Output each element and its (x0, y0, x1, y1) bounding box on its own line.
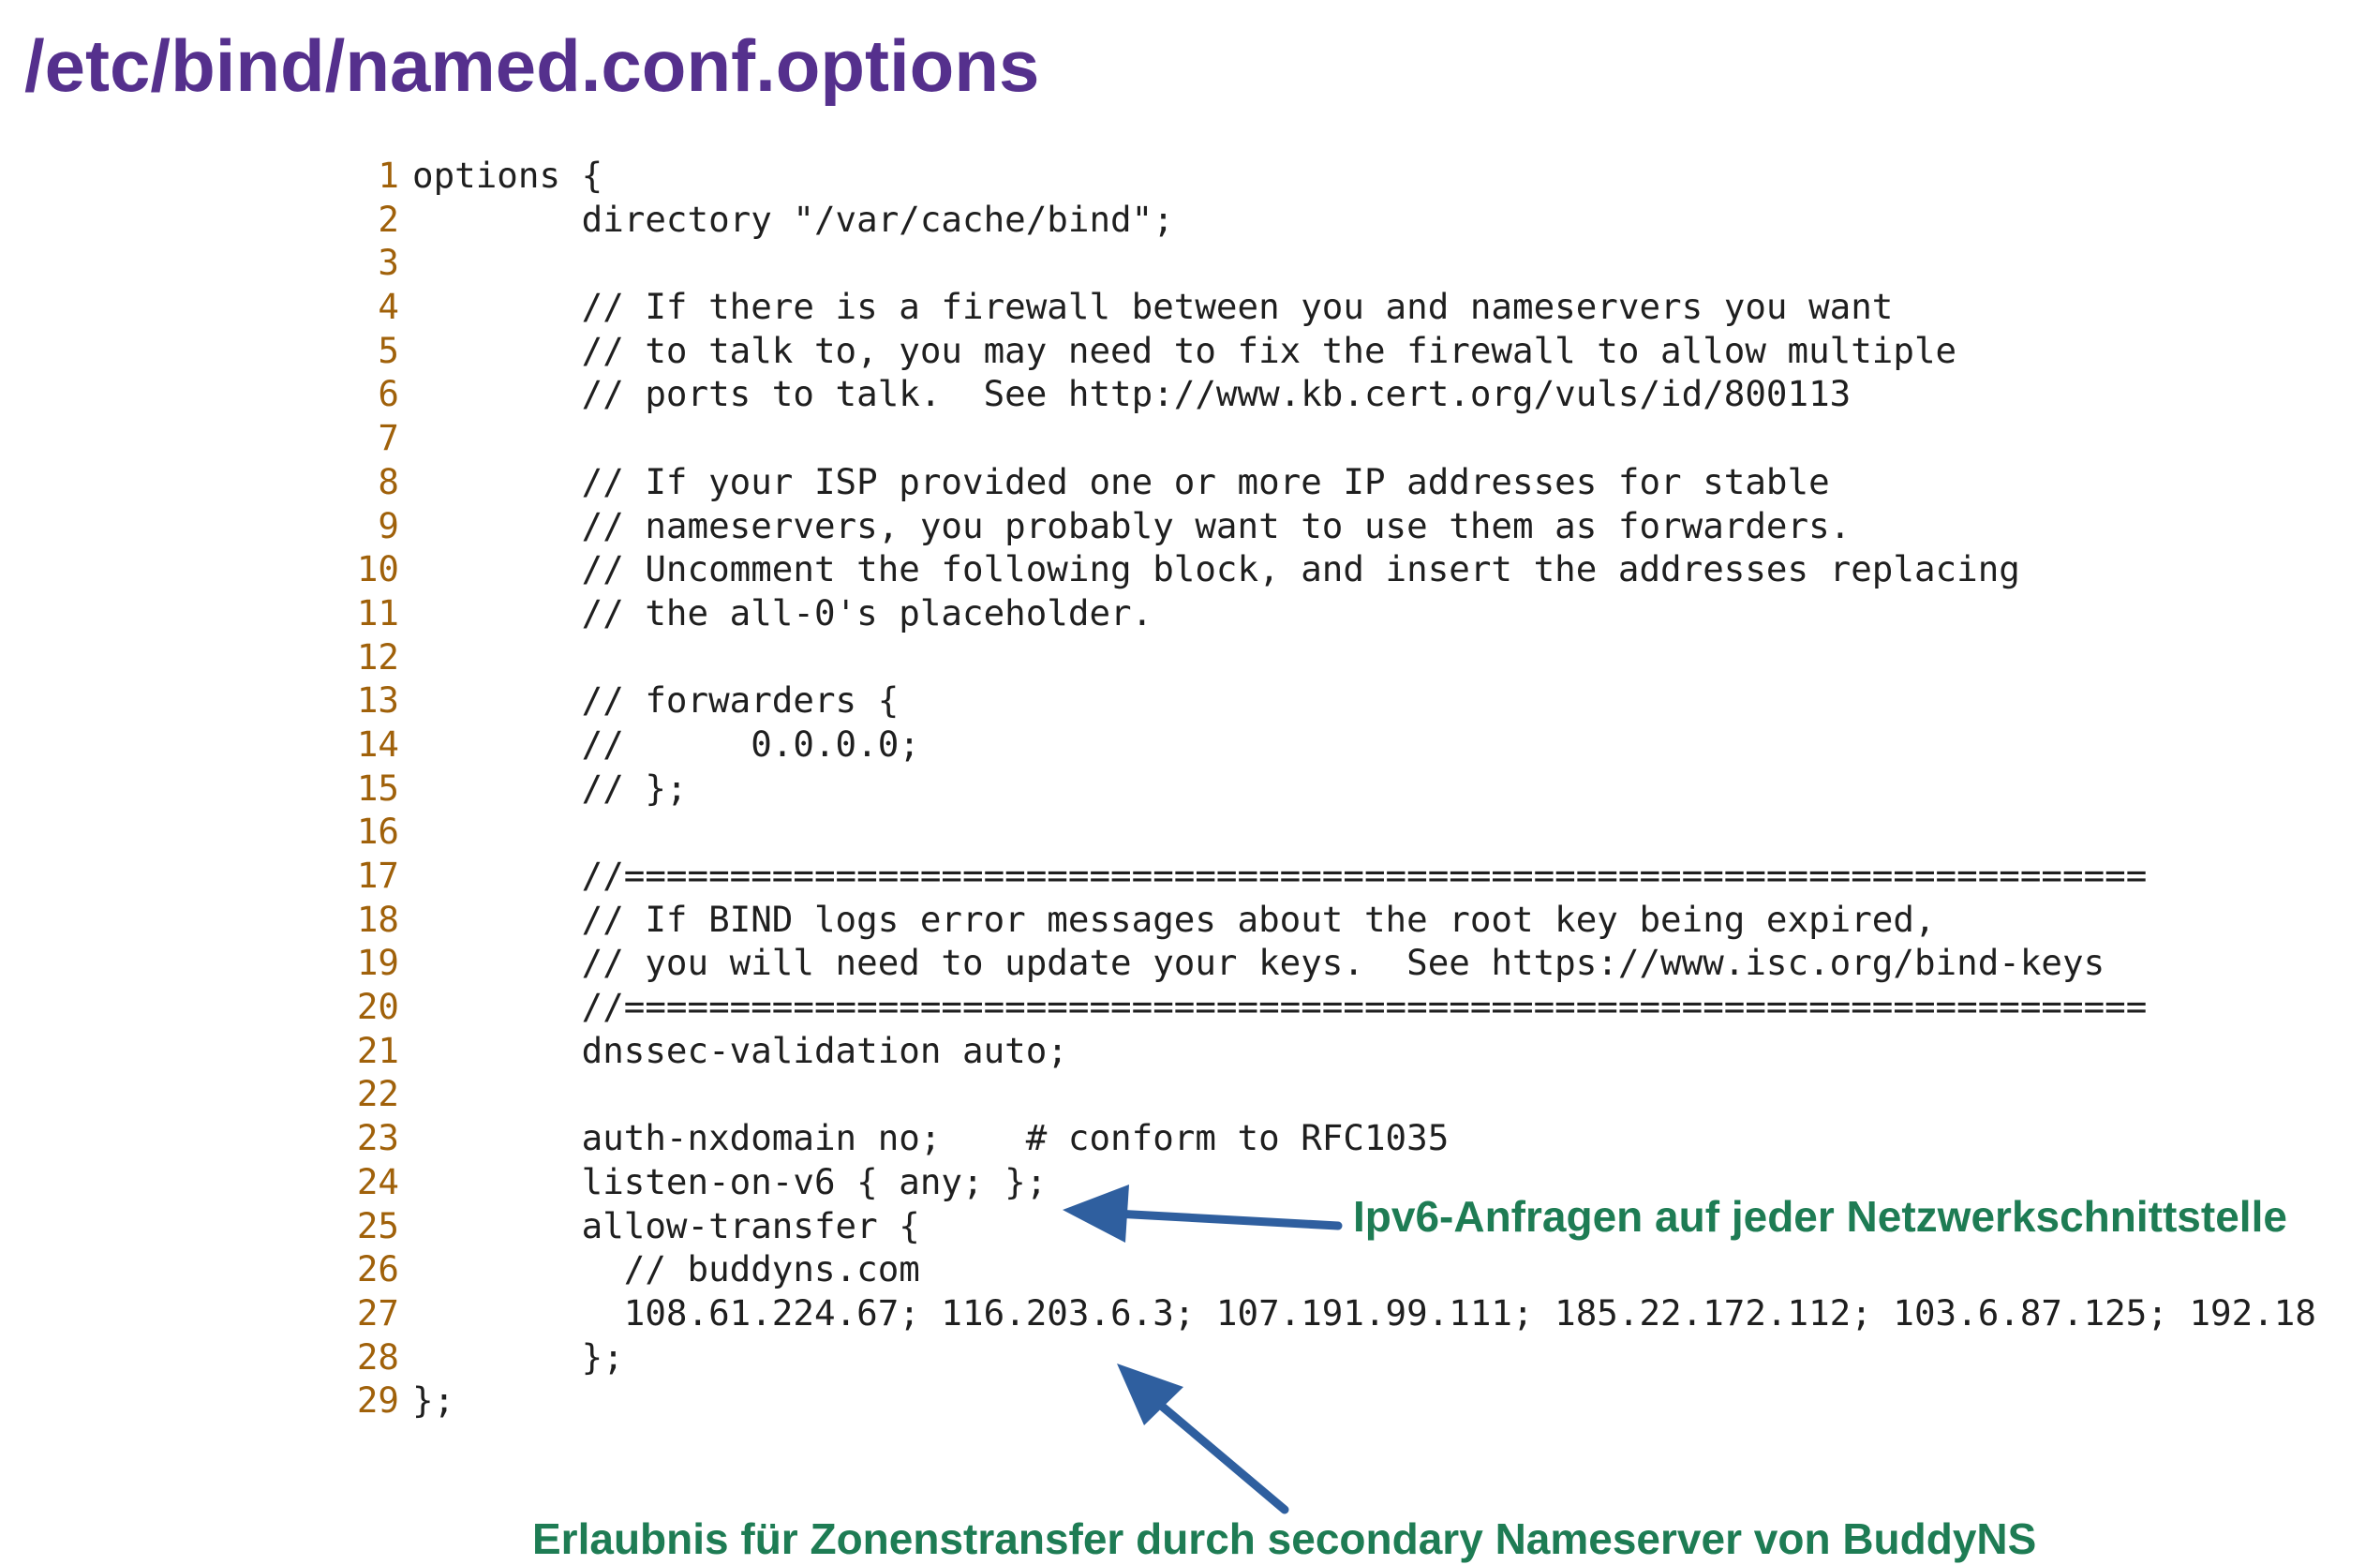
code-line (319, 416, 2343, 460)
line-text: // If your ISP provided one or more IP addresses for stable (412, 460, 1830, 502)
code-line (319, 241, 2343, 285)
code-line (319, 1116, 2343, 1160)
code-line (319, 198, 2343, 242)
line-text: allow-transfer { (412, 1204, 920, 1246)
page-title: /etc/bind/named.conf.options (24, 24, 1040, 107)
code-line (319, 854, 2343, 898)
code-line (319, 591, 2343, 635)
line-number: 27 (356, 1291, 399, 1334)
line-number: 8 (378, 460, 399, 502)
annotation-ipv6-listen: Ipv6-Anfragen auf jeder Netzwerkschnittstelle (1353, 1192, 2287, 1241)
code-line (319, 154, 2343, 198)
line-text: // If there is a firewall between you and nameservers you want (412, 286, 1894, 328)
line-text: //======================================================================== (412, 986, 2148, 1028)
code-line (319, 810, 2343, 854)
line-number: 22 (356, 1073, 399, 1115)
line-text: }; (412, 1335, 624, 1378)
line-number: 5 (378, 329, 399, 371)
line-number: 24 (356, 1160, 399, 1202)
code-line (319, 723, 2343, 767)
line-text: //======================================================================== (412, 855, 2148, 896)
line-number: 11 (356, 591, 399, 633)
code-line (319, 460, 2343, 504)
line-text: // the all-0's placeholder. (412, 591, 1153, 633)
line-text: // buddyns.com (412, 1248, 920, 1290)
code-line (319, 767, 2343, 811)
code-line (319, 504, 2343, 548)
line-text: // ports to talk. See http://www.kb.cert.org/vuls/id/800113 (412, 373, 1852, 415)
code-line (319, 941, 2343, 985)
annotation-zone-transfer: Erlaubnis für Zonenstransfer durch secondary Nameserver von BuddyNS (532, 1514, 2037, 1563)
line-number: 18 (356, 898, 399, 940)
line-number: 9 (378, 504, 399, 546)
line-number: 26 (356, 1248, 399, 1290)
line-number: 4 (378, 286, 399, 328)
line-number: 6 (378, 373, 399, 415)
line-text: // If BIND logs error messages about the root key being expired, (412, 898, 1936, 940)
line-text: listen-on-v6 { any; }; (412, 1160, 1048, 1202)
line-number: 19 (356, 942, 399, 984)
line-number: 28 (356, 1335, 399, 1378)
line-number: 13 (356, 679, 399, 722)
line-number: 25 (356, 1204, 399, 1246)
line-text: 108.61.224.67; 116.203.6.3; 107.191.99.111; 185.22.172.112; 103.6.87.125; 192.18 (412, 1291, 2316, 1334)
line-number: 29 (356, 1379, 399, 1422)
line-text: // }; (412, 767, 688, 809)
code-line (319, 1291, 2343, 1335)
code-line (319, 985, 2343, 1029)
line-text: // to talk to, you may need to fix the firewall to allow multiple (412, 329, 1957, 371)
code-line (319, 1247, 2343, 1291)
line-text: directory "/var/cache/bind"; (412, 198, 1174, 240)
line-number: 23 (356, 1117, 399, 1159)
line-number: 3 (378, 242, 399, 284)
line-number: 16 (356, 811, 399, 853)
code-line (319, 285, 2343, 329)
line-number: 2 (378, 198, 399, 240)
line-number: 7 (378, 417, 399, 459)
code-line (319, 1029, 2343, 1073)
line-number: 21 (356, 1029, 399, 1071)
line-number: 17 (356, 855, 399, 896)
line-text: options { (412, 155, 603, 196)
code-line (319, 1335, 2343, 1379)
code-line (319, 1379, 2343, 1423)
line-text: dnssec-validation auto; (412, 1029, 1068, 1071)
code-line (319, 635, 2343, 679)
code-line (319, 1072, 2343, 1116)
code-line (319, 898, 2343, 942)
code-line (319, 372, 2343, 416)
line-number: 1 (378, 155, 399, 196)
line-text: // nameservers, you probably want to use them as forwarders. (412, 504, 1852, 546)
line-number: 15 (356, 767, 399, 809)
code-line (319, 329, 2343, 373)
line-number: 14 (356, 723, 399, 765)
code-line (319, 547, 2343, 591)
line-number: 12 (356, 635, 399, 678)
line-text: // 0.0.0.0; (412, 723, 920, 765)
line-number: 10 (356, 548, 399, 590)
line-text: auth-nxdomain no; # conform to RFC1035 (412, 1117, 1450, 1159)
line-text: }; (412, 1379, 455, 1422)
line-text: // you will need to update your keys. See https://www.isc.org/bind-keys (412, 942, 2105, 984)
line-number: 20 (356, 986, 399, 1028)
line-text: // Uncomment the following block, and insert the addresses replacing (412, 548, 2020, 590)
line-text: // forwarders { (412, 679, 900, 722)
code-line (319, 678, 2343, 723)
